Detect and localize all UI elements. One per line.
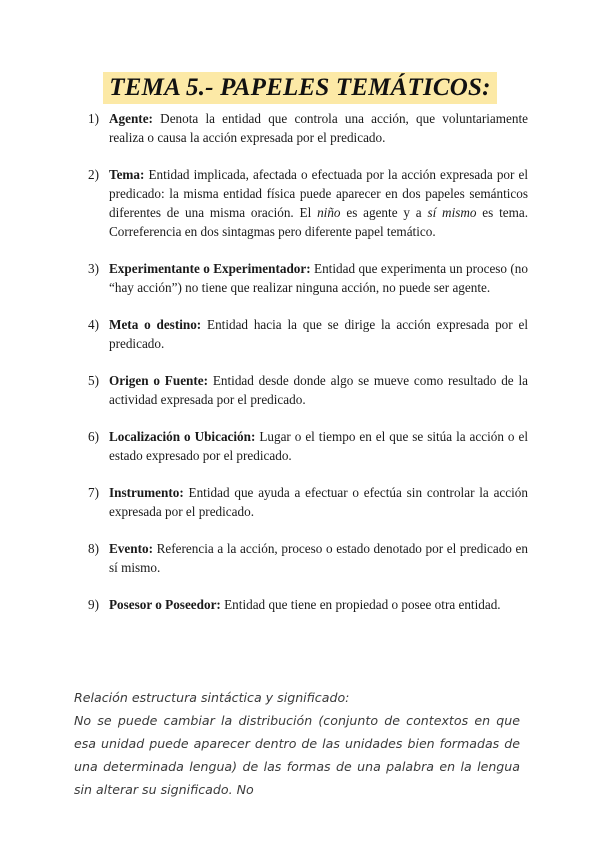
list-item-instrumento [88, 483, 528, 521]
item-text: Lugar o el tiempo en el que se sitúa la acción o el estado expresado por el predicado. [109, 429, 528, 463]
item-text: Referencia a la acción, proceso o estado denotado por el predicado en sí mismo. [109, 541, 528, 575]
item-text: Entidad implicada, afectada o efectuada por la acción expresada por el predicado: la misma entidad física puede aparecer en dos papeles semánticos diferentes de una misma oración. El [109, 167, 528, 220]
item-term: Meta o destino: [109, 317, 202, 332]
item-text: Entidad que ayuda a efectuar o efectúa sin controlar la acción expresada por el predicado. [109, 485, 528, 519]
list-item-experimentante [88, 259, 528, 297]
item-number: 8) [88, 541, 99, 556]
item-number: 5) [88, 373, 99, 388]
item-term: Tema: [109, 167, 145, 182]
handwritten-notes [74, 686, 520, 801]
item-term: Evento: [109, 541, 153, 556]
item-number: 2) [88, 167, 99, 182]
item-number: 6) [88, 429, 99, 444]
item-number: 9) [88, 597, 99, 612]
list-item-posesor [88, 595, 528, 614]
item-number: 3) [88, 261, 99, 276]
notes-heading: Relación estructura sintáctica y significado: [74, 690, 350, 705]
item-term: Localización o Ubicación: [109, 429, 256, 444]
list-item-tema [88, 165, 528, 241]
item-term: Origen o Fuente: [109, 373, 209, 388]
item-text: Entidad que tiene en propiedad o posee otra entidad. [220, 597, 501, 612]
item-term: Instrumento: [109, 485, 184, 500]
item-number: 1) [88, 111, 99, 126]
item-term: Agente: [109, 111, 153, 126]
item-example: sí mismo [427, 205, 477, 220]
notes-body: No se puede cambiar la distribución (conjunto de contextos en que esa unidad puede aparecer dentro de las unidades bien formadas de una determinada lengua) de las formas de una palabra en la lengua sin alterar su significado. No [74, 713, 520, 797]
item-number: 7) [88, 485, 99, 500]
item-text: Entidad hacia la que se dirige la acción expresada por el predicado. [109, 317, 528, 351]
page-title: TEMA 5.- PAPELES TEMÁTICOS: [103, 72, 496, 104]
item-term: Posesor o Poseedor: [109, 597, 221, 612]
item-text: Entidad desde donde algo se mueve como resultado de la actividad expresada por el predicado. [109, 373, 528, 407]
list-item-agente [88, 109, 528, 147]
list-item-evento [88, 539, 528, 577]
list-item-origen [88, 371, 528, 409]
thematic-roles-list [88, 109, 528, 632]
item-text: es tema. Correferencia en dos sintagmas pero diferente papel temático. [109, 205, 529, 239]
title-wrap [0, 72, 600, 104]
item-text: es agente y a [340, 205, 428, 220]
item-example: niño [317, 205, 341, 220]
list-item-meta [88, 315, 528, 353]
item-text: Denota la entidad que controla una acción, que voluntariamente realiza o causa la acción expresada por el predicado. [109, 111, 528, 145]
item-number: 4) [88, 317, 99, 332]
list-item-localizacion [88, 427, 528, 465]
item-term: Experimentante o Experimentador: [109, 261, 311, 276]
item-text: Entidad que experimenta un proceso (no “hay acción”) no tiene que realizar ninguna acción, no puede ser agente. [109, 261, 528, 295]
